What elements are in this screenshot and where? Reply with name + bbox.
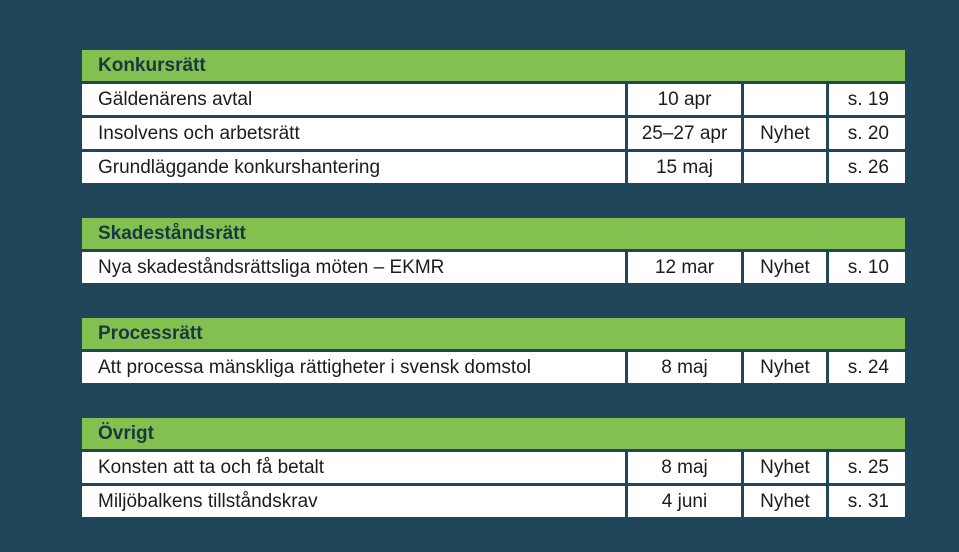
table-row[interactable] — [82, 352, 905, 383]
course-title: Miljöbalkens tillståndskrav — [82, 486, 625, 517]
page-reference: s. 10 — [829, 252, 905, 283]
page-reference: s. 25 — [829, 452, 905, 483]
table-row[interactable] — [82, 252, 905, 283]
table-row[interactable] — [82, 452, 905, 483]
table-row[interactable] — [82, 84, 905, 115]
news-badge — [744, 152, 826, 183]
section-processratt — [82, 318, 905, 383]
course-title: Grundläggande konkurshantering — [82, 152, 625, 183]
course-title: Konsten att ta och få betalt — [82, 452, 625, 483]
course-title: Gäldenärens avtal — [82, 84, 625, 115]
course-title: Att processa mänskliga rättigheter i svensk domstol — [82, 352, 625, 383]
table-row[interactable] — [82, 486, 905, 517]
page-reference: s. 24 — [829, 352, 905, 383]
course-date: 4 juni — [628, 486, 741, 517]
table-row[interactable] — [82, 152, 905, 183]
section-header: Övrigt — [82, 418, 905, 449]
news-badge: Nyhet — [744, 118, 826, 149]
news-badge: Nyhet — [744, 452, 826, 483]
course-table — [82, 50, 905, 552]
section-ovrigt — [82, 418, 905, 517]
course-date: 12 mar — [628, 252, 741, 283]
course-title: Nya skadeståndsrättsliga möten – EKMR — [82, 252, 625, 283]
page-reference: s. 31 — [829, 486, 905, 517]
course-date: 10 apr — [628, 84, 741, 115]
section-skadestandsratt — [82, 218, 905, 283]
news-badge: Nyhet — [744, 352, 826, 383]
news-badge: Nyhet — [744, 486, 826, 517]
course-title: Insolvens och arbetsrätt — [82, 118, 625, 149]
section-header: Skadeståndsrätt — [82, 218, 905, 249]
section-header: Konkursrätt — [82, 50, 905, 81]
course-date: 8 maj — [628, 452, 741, 483]
table-row[interactable] — [82, 118, 905, 149]
page-reference: s. 19 — [829, 84, 905, 115]
page-reference: s. 20 — [829, 118, 905, 149]
course-date: 25–27 apr — [628, 118, 741, 149]
section-header: Processrätt — [82, 318, 905, 349]
page-reference: s. 26 — [829, 152, 905, 183]
news-badge — [744, 84, 826, 115]
news-badge: Nyhet — [744, 252, 826, 283]
course-date: 15 maj — [628, 152, 741, 183]
course-date: 8 maj — [628, 352, 741, 383]
section-konkursratt — [82, 50, 905, 183]
